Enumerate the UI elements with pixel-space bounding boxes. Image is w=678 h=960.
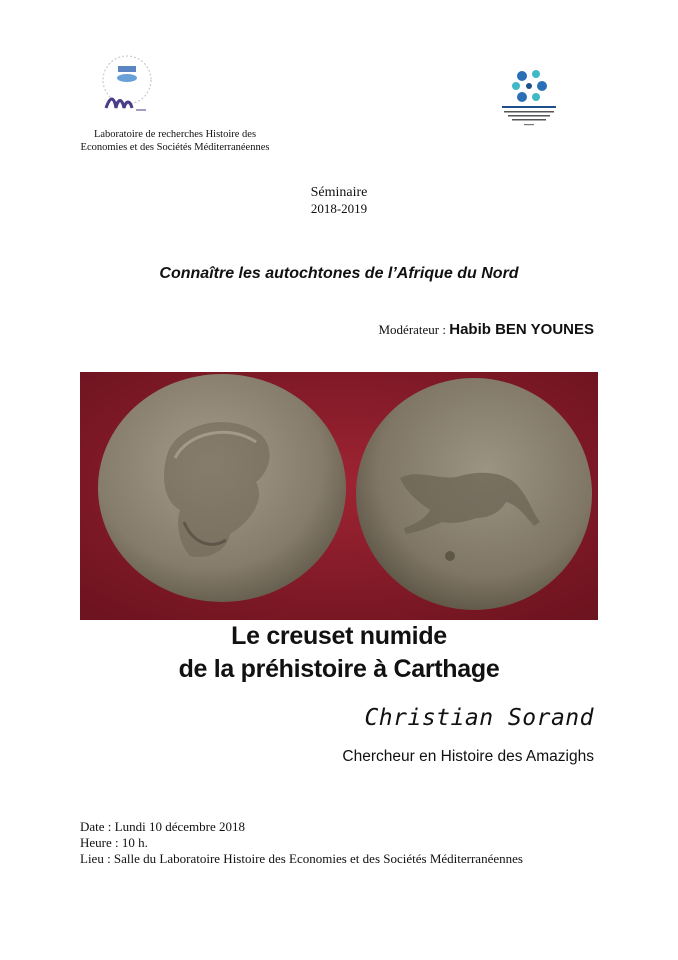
lecture-title [0, 620, 678, 686]
event-details [80, 819, 523, 867]
seminar-heading [0, 185, 678, 217]
moderator-line [378, 321, 594, 338]
event-date: Date : Lundi 10 décembre 2018 [80, 819, 245, 834]
seminar-theme: Connaître les autochtones de l’Afrique du Nord [159, 265, 519, 282]
event-time: Heure : 10 h. [80, 835, 148, 850]
lecture-title-line2: de la préhistoire à Carthage [178, 655, 500, 683]
speaker-name: Christian Sorand [364, 705, 594, 731]
moderator-label: Modérateur : [378, 322, 446, 337]
seminar-label: Séminaire [310, 185, 368, 200]
speaker-role: Chercheur en Histoire des Amazighs [342, 748, 594, 765]
numidian-coin-photo [80, 372, 598, 620]
laboratory-name-line2: Economies et des Sociétés Méditerranéennes [80, 142, 270, 153]
laboratory-name [40, 128, 310, 154]
seminar-year: 2018-2019 [310, 201, 368, 216]
laboratory-logo [96, 52, 158, 120]
event-place: Lieu : Salle du Laboratoire Histoire des Economies et des Sociétés Méditerranéennes [80, 851, 523, 866]
laboratory-name-line1: Laboratoire de recherches Histoire des [93, 129, 257, 140]
faculty-logo [498, 64, 560, 130]
lecture-title-line1: Le creuset numide [231, 622, 447, 650]
moderator-name: Habib BEN YOUNES [449, 321, 594, 338]
